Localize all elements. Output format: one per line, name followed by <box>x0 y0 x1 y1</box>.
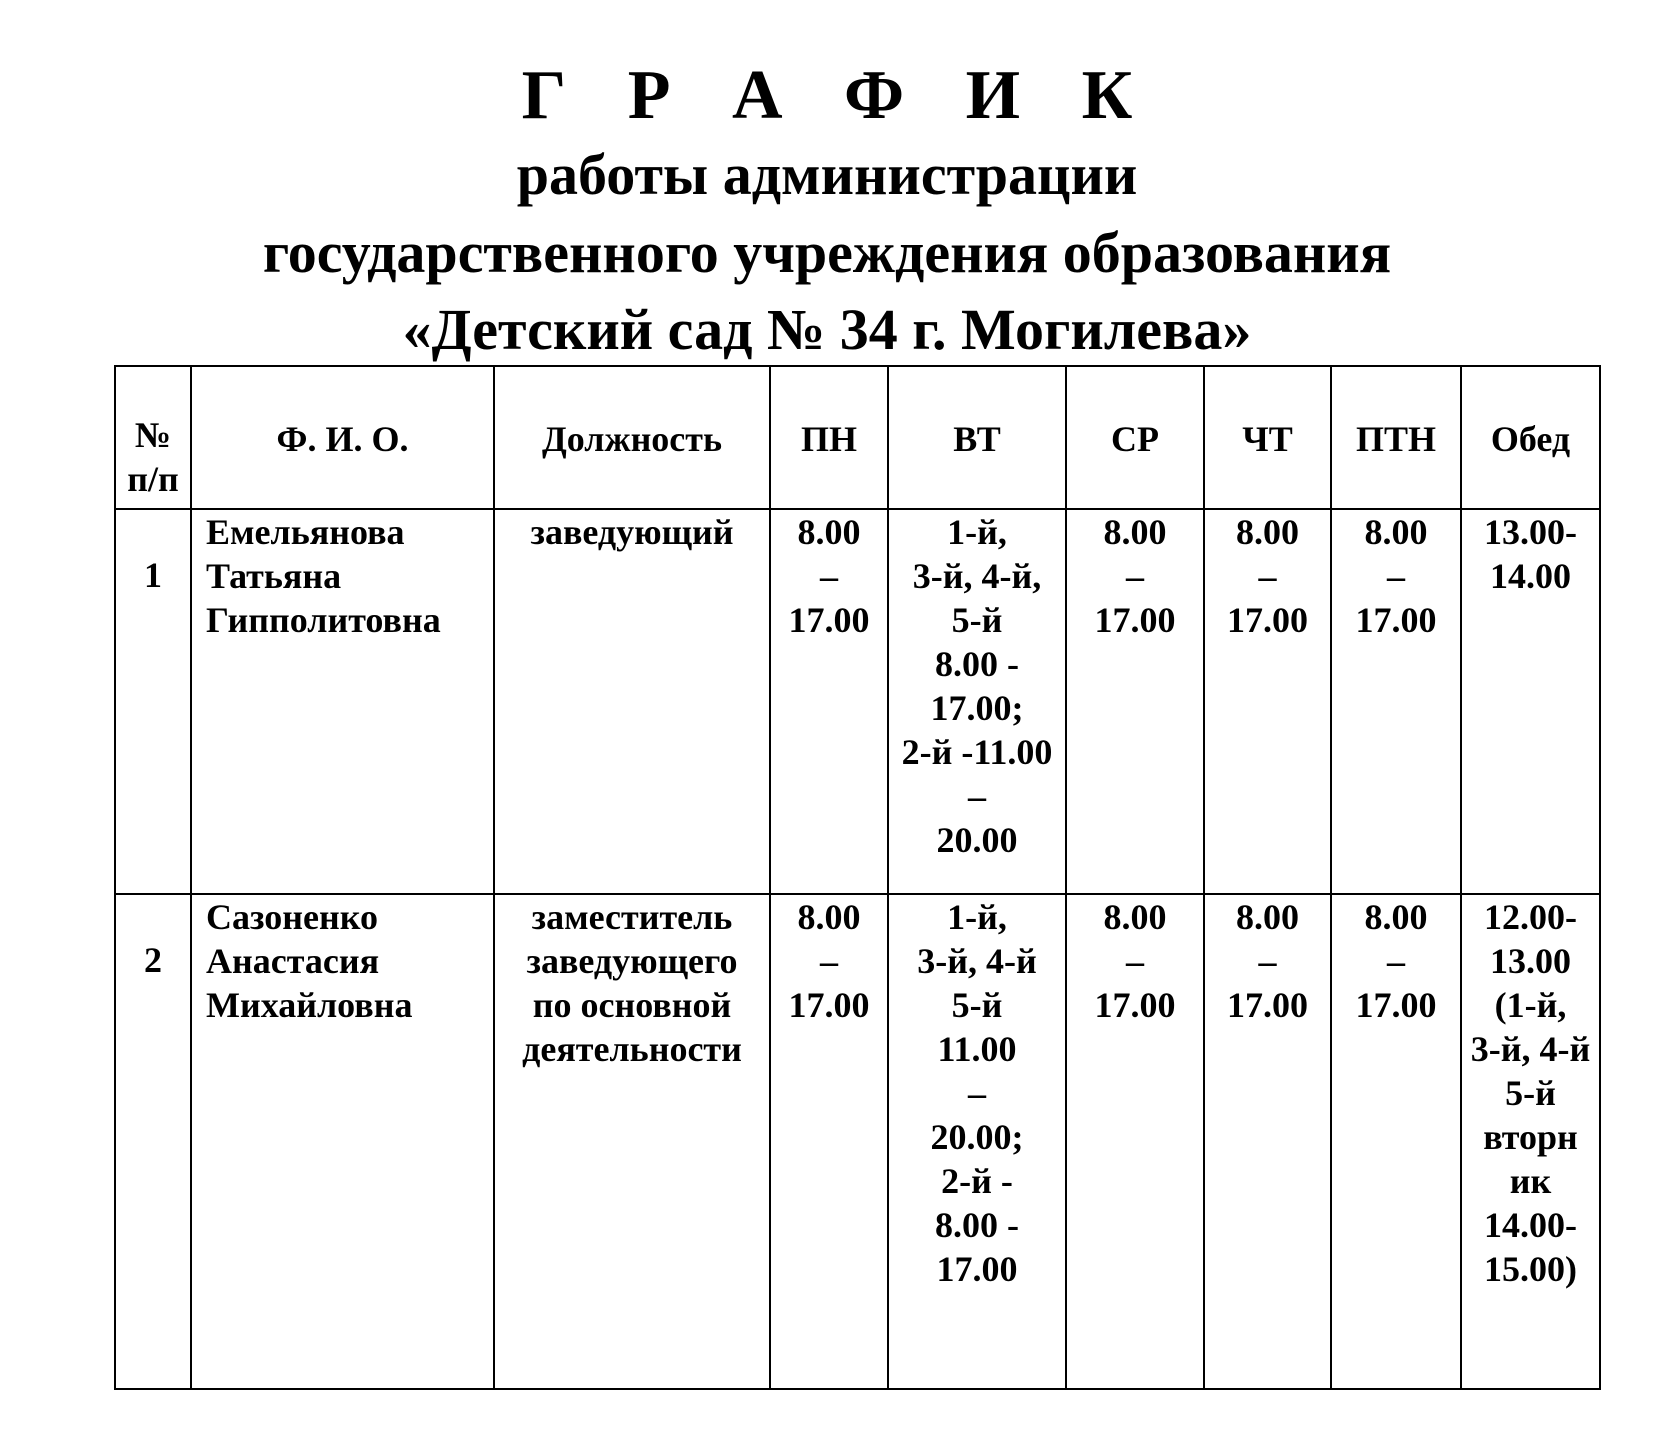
subtitle-line-1: работы администрации <box>516 142 1138 207</box>
header-thursday: ЧТ <box>1204 366 1331 509</box>
header-tuesday: ВТ <box>888 366 1066 509</box>
row-name: Сазоненко Анастасия Михайловна <box>191 894 494 1389</box>
row-lunch: 12.00- 13.00 (1-й, 3-й, 4-й 5-й вторн ик 14.00- 15.00) <box>1461 894 1600 1389</box>
row-monday: 8.00 – 17.00 <box>770 894 888 1389</box>
row-thursday: 8.00 – 17.00 <box>1204 894 1331 1389</box>
schedule-table <box>114 365 1601 1390</box>
header-friday: ПТН <box>1331 366 1461 509</box>
header-position: Должность <box>494 366 770 509</box>
table-row <box>115 509 1600 894</box>
header-number: № п/п <box>115 366 191 509</box>
row-wednesday: 8.00 – 17.00 <box>1066 509 1204 894</box>
row-number: 2 <box>115 894 191 1389</box>
row-monday: 8.00 – 17.00 <box>770 509 888 894</box>
subtitle-line-3: «Детский сад № 34 г. Могилева» <box>402 297 1252 362</box>
table-header-row <box>115 366 1600 509</box>
row-position: заместитель заведующего по основной деятельности <box>494 894 770 1389</box>
row-friday: 8.00 – 17.00 <box>1331 509 1461 894</box>
row-position: заведующий <box>494 509 770 894</box>
row-lunch: 13.00- 14.00 <box>1461 509 1600 894</box>
table-row <box>115 894 1600 1389</box>
row-name: Емельянова Татьяна Гипполитовна <box>191 509 494 894</box>
row-friday: 8.00 – 17.00 <box>1331 894 1461 1389</box>
row-number: 1 <box>115 509 191 894</box>
header-wednesday: СР <box>1066 366 1204 509</box>
row-tuesday: 1-й, 3-й, 4-й 5-й 11.00 – 20.00; 2-й - 8.00 - 17.00 <box>888 894 1066 1389</box>
page-title: Г Р А Ф И К <box>521 57 1155 134</box>
row-wednesday: 8.00 – 17.00 <box>1066 894 1204 1389</box>
subtitle-line-2: государственного учреждения образования <box>262 220 1392 285</box>
row-thursday: 8.00 – 17.00 <box>1204 509 1331 894</box>
header-monday: ПН <box>770 366 888 509</box>
header-name: Ф. И. О. <box>191 366 494 509</box>
header-lunch: Обед <box>1461 366 1600 509</box>
row-tuesday: 1-й, 3-й, 4-й, 5-й 8.00 - 17.00; 2-й -11.00 – 20.00 <box>888 509 1066 894</box>
